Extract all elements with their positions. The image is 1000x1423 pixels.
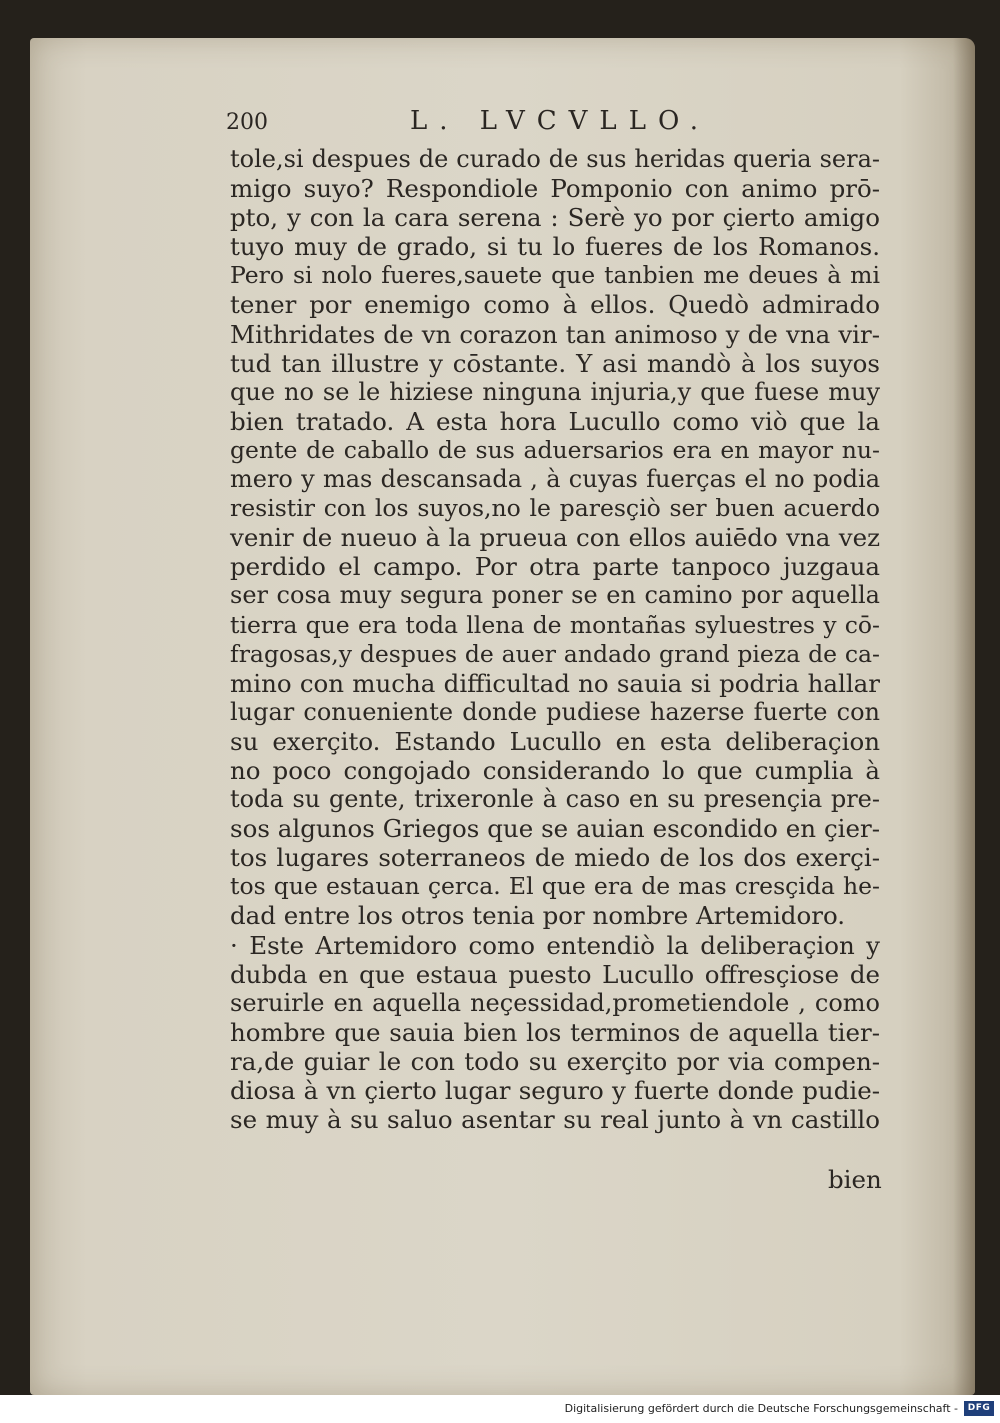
text-line: su exerçito. Estando Lucullo en esta deliberaçion bbox=[230, 726, 880, 756]
text-line: seruirle en aquella neçessidad,prometiendole , como bbox=[230, 988, 880, 1017]
text-line: ra,de guiar le con todo su exerçito por via compen- bbox=[230, 1046, 880, 1076]
page-header bbox=[226, 102, 746, 142]
page-number: 200 bbox=[226, 110, 268, 135]
text-line: que no se le hiziese ninguna injuria,y que fuese muy bbox=[230, 377, 880, 406]
text-line: dubda en que estaua puesto Lucullo offresçiose de bbox=[230, 959, 880, 989]
text-line: bien tratado. A esta hora Lucullo como viò que la bbox=[230, 406, 880, 436]
catchword: bien bbox=[828, 1165, 882, 1194]
text-line: toda su gente, trixeronle à caso en su presençia pre- bbox=[230, 785, 880, 814]
text-line: fragosas,y despues de auer andado grand pieza de ca- bbox=[230, 639, 880, 668]
text-line: tierra que era toda llena de montañas syluestres y cō- bbox=[230, 610, 880, 639]
text-line: tuyo muy de grado, si tu lo fueres de los Romanos. bbox=[230, 232, 880, 262]
text-line: tos lugares soterraneos de miedo de los dos exerçi- bbox=[230, 843, 880, 873]
text-line: gente de caballo de sus aduersarios era en mayor nu- bbox=[230, 435, 880, 464]
body-text bbox=[230, 145, 880, 1134]
text-line: tener por enemigo como à ellos. Quedò admirado bbox=[230, 290, 880, 320]
text-line: tud tan illustre y cōstante. Y asi mandò à los suyos bbox=[230, 348, 880, 378]
text-line: migo suyo? Respondiole Pomponio con animo prō- bbox=[230, 174, 880, 204]
page-edge-shadow bbox=[953, 38, 975, 1395]
text-line: sos algunos Griegos que se auian escondido en çier- bbox=[230, 814, 880, 844]
text-line: venir de nueuo à la prueua con ellos auiēdo vna vez bbox=[230, 523, 880, 553]
text-line: dad entre los otros tenia por nombre Artemidoro. bbox=[230, 901, 846, 931]
text-line: tole,si despues de curado de sus heridas queria sera- bbox=[230, 145, 880, 173]
text-line: mero y mas descansada , à cuyas fuerças el no podia bbox=[230, 465, 880, 494]
text-line: se muy à su saluo asentar su real junto à vn castillo bbox=[230, 1105, 880, 1135]
text-line: lugar conueniente donde pudiese hazerse fuerte con bbox=[230, 697, 880, 726]
text-line: mino con mucha difficultad no sauia si podria hallar bbox=[230, 668, 880, 698]
running-title: L. LVCVLLO. bbox=[410, 106, 711, 136]
text-line: no poco congojado considerando lo que cumplia à bbox=[230, 755, 880, 785]
text-line: diosa à vn çierto lugar seguro y fuerte donde pudie- bbox=[230, 1076, 880, 1105]
text-line: tos que estauan çerca. El que era de mas cresçida he- bbox=[230, 872, 880, 901]
footer-bar bbox=[0, 1395, 1000, 1423]
text-line: pto, y con la cara serena : Serè yo por çierto amigo bbox=[230, 203, 880, 233]
dfg-logo: DFG bbox=[964, 1401, 994, 1416]
text-line: ser cosa muy segura poner se en camino por aquella bbox=[230, 581, 880, 610]
text-line: · Este Artemidoro como entendiò la deliberaçion y bbox=[230, 930, 880, 960]
text-line: Pero si nolo fueres,sauete que tanbien me deues à mi bbox=[230, 261, 880, 290]
text-line: perdido el campo. Por otra parte tanpoco juzgaua bbox=[230, 552, 880, 582]
text-line: Mithridates de vn corazon tan animoso y de vna vir- bbox=[230, 319, 880, 349]
funding-credit: Digitalisierung gefördert durch die Deutsche Forschungsgemeinschaft - bbox=[564, 1402, 958, 1415]
text-line: hombre que sauia bien los terminos de aquella tier- bbox=[230, 1017, 880, 1047]
text-line: resistir con los suyos,no le paresçiò ser buen acuerdo bbox=[230, 494, 880, 523]
